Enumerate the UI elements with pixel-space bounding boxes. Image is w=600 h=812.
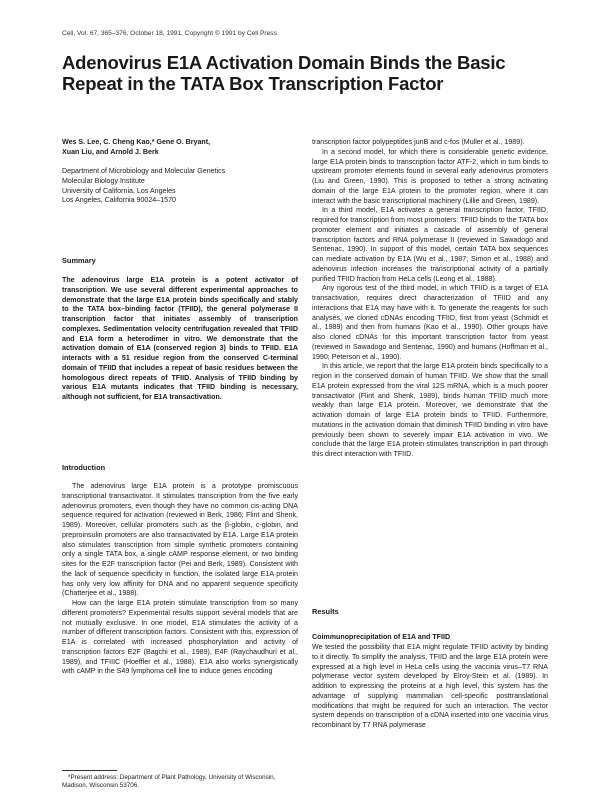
footnote-rule bbox=[62, 770, 117, 771]
right-column-body bbox=[312, 138, 548, 460]
affiliation bbox=[62, 167, 225, 206]
affiliation-university: University of California, Los Angeles bbox=[62, 186, 176, 195]
results-heading: Results bbox=[312, 607, 339, 616]
results-body bbox=[312, 643, 548, 731]
journal-header: Cell, Vol. 67, 365–376, October 18, 1991, Copyright © 1991 by Cell Press bbox=[62, 30, 277, 37]
results-subheading: Coimmunoprecipitation of E1A and TFIID bbox=[312, 633, 451, 641]
right-paragraph-2: In a third model, E1A activates a general transcription factor, TFIID, required for transcription from most promoters. TFIID binds to the TATA box promoter element and initiates a cascade of assembly of general transcription factors and RNA polymerase II (reviewed in Sawadogo and Sentenac, 1990). In support of this model, certain TATA box sequences can mediate activation by E1A (Wu et al., 1987; Simon et al., 1988) and adenovirus infection increases the transcriptional activity of a partially purified TFIID fraction from HeLa cells (Leong et al., 1988). bbox=[312, 206, 548, 283]
authors bbox=[62, 138, 210, 158]
footnote: *Present address: Department of Plant Pathology, University of Wisconsin, Madison, Wisconsin 53706. bbox=[62, 774, 276, 790]
results-paragraph-1: We tested the possibility that E1A might regulate TFIID activity by binding to it directly. To simplify the analysis, TFIID and the large E1A protein were expressed at a high level in HeLa cells using the vaccinia virus–T7 RNA polymerase vector system developed by Elroy-Stein et al. (1989). In addition to expressing the proteins at a high level, this system has the advantage of supplying mammalian cell-specific posttranslational modifications that might be required for such an interaction. The vector system depends on transcription of a cDNA inserted into one vaccinia virus recombinant by T7 RNA polymerase bbox=[312, 643, 548, 729]
article-title: Adenovirus E1A Activation Domain Binds the Basic Repeat in the TATA Box Transcription Factor bbox=[62, 52, 506, 94]
introduction-heading: Introduction bbox=[62, 463, 106, 472]
authors-line-2: Xuan Liu, and Arnold J. Berk bbox=[62, 147, 159, 156]
summary-heading: Summary bbox=[62, 256, 96, 265]
affiliation-address: Los Angeles, California 90024–1570 bbox=[62, 196, 176, 205]
summary-text: The adenovirus large E1A protein is a potent activator of transcription. We use several different experimental approaches to demonstrate that the large E1A protein binds specifically and stably to the TATA box–binding factor (TFIID), the general polymerase II transcription factor that initiates assembly of transcription complexes. Sedimentation velocity centrifugation revealed that TFIID and E1A form a heterodimer in vitro. We demonstrate that the activation domain of E1A (conserved region 3) binds to TFIID. E1A interacts with a 51 residue region from the conserved C-terminal domain of TFIID that includes a repeat of basic residues between the homologous direct repeats of TFIID. Analysis of TFIID binding by various E1A mutants indicates that TFIID binding is necessary, although not sufficient, for E1A transactivation. bbox=[62, 276, 298, 401]
introduction-paragraph-2: How can the large E1A protein stimulate transcription from so many different promoters? Experimental results support several models that are not mutually exclusive. In one model, E1A stimulates the activity of a number of different transcription factors. Consistent with this, expression of E1A is correlated with increased phosphorylation and activity of transcription factors E2F (Bagchi et al., 1989), E4F (Raychaudhuri et al., 1989), and TFIIIC (Hoeffler et al., 1988). E1A also works synergistically with cAMP in the S49 lymphoma cell line to induce genes encoding bbox=[62, 599, 298, 676]
introduction-body bbox=[62, 482, 298, 677]
authors-line-1: Wes S. Lee, C. Cheng Kao,* Gene O. Bryant, bbox=[62, 138, 211, 146]
introduction-paragraph-1: The adenovirus large E1A protein is a prototype promiscuous transcriptional transactivator. It stimulates transcription from the five early adenovirus promoters, even though they have no common cis-acting DNA sequence required for activation (reviewed in Berk, 1986; Flint and Shenk, 1989). Moreover, cellular promoters such as the β-globin, c-globin, and preproinsulin promoters are also transactivated by E1A. Large E1A protein also stimulates transcription from simple synthetic promoters containing only a single TATA box, a single cAMP response element, or two binding sites for the E2F transcription factor (Pei and Berk, 1989). Consistent with the lack of sequence specificity in function, the isolated large E1A protein has only very low affinity for DNA and no apparent sequence specificity (Chatterjee et al., 1988). bbox=[62, 482, 298, 598]
right-paragraph-1: In a second model, for which there is considerable genetic evidence, large E1A protein binds to transcription factor ATF-2, which in turn binds to upstream promoter elements found in several early adenovirus promoters (Liu and Green, 1990). This is proposed to tether a strong activating domain of the large E1A protein to the promoter region, where it can interact with the basic transcriptional machinery (Lillie and Green, 1989). bbox=[312, 147, 548, 205]
affiliation-department: Department of Microbiology and Molecular Genetics bbox=[62, 167, 226, 175]
affiliation-institute: Molecular Biology Institute bbox=[62, 176, 145, 185]
right-paragraph-4: In this article, we report that the large E1A protein binds specifically to a region in the conserved domain of human TFIID. We show that the small E1A protein expressed from the viral 12S mRNA, which is a much poorer transactivator (Flint and Shenk, 1989), binds human TFIID much more weakly than large E1A protein. Moreover, we demonstrate that the activation domain of large E1A protein binds to TFIID. Furthermore, mutations in the activation domain that diminish TFIID binding in vitro have previously been shown to severely impair E1A activation in vivo. We conclude that the large E1A protein stimulates transcription in part through this direct interaction with TFIID. bbox=[312, 362, 548, 458]
right-paragraph-0: transcription factor polypeptides junB and c-fos (Muller et al., 1989). bbox=[312, 138, 525, 146]
right-paragraph-3: Any rigorous test of the third model, in which TFIID is a target of E1A transactivation, requires direct characterization of TFIID and any interactions that E1A may have with it. To generate the reagents for such analyses, we cloned cDNAs encoding TFIID, first from yeast (Schmidt et al., 1989) and then from humans (Kao et al., 1990). Other groups have also cloned cDNAs for this important transcription factor from yeast (reviewed in Sawadogo and Sentenac, 1990) and humans (Hoffman et al., 1990; Peterson et al., 1990). bbox=[312, 284, 548, 361]
